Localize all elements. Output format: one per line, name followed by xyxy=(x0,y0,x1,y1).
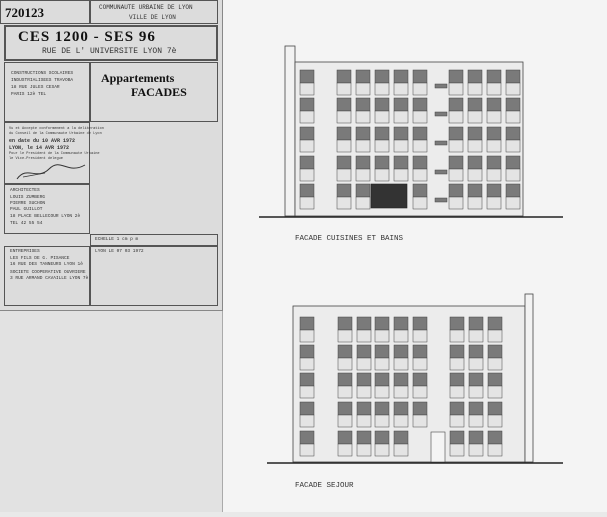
window xyxy=(488,345,502,358)
panel xyxy=(413,111,427,123)
panel xyxy=(375,415,389,427)
panel xyxy=(413,169,427,181)
window xyxy=(357,317,371,330)
window xyxy=(435,84,447,88)
window xyxy=(394,70,408,83)
panel xyxy=(300,197,314,209)
stair-tower xyxy=(525,294,533,462)
window xyxy=(300,127,314,140)
panel xyxy=(357,358,371,370)
window xyxy=(300,70,314,83)
panel xyxy=(487,169,501,181)
panel xyxy=(449,197,463,209)
panel xyxy=(356,83,370,95)
window xyxy=(450,317,464,330)
panel xyxy=(469,330,483,342)
window xyxy=(300,317,314,330)
window xyxy=(357,373,371,386)
panel xyxy=(450,386,464,398)
window xyxy=(394,156,408,169)
architects-heading: ARCHITECTES xyxy=(10,188,40,193)
panel xyxy=(338,358,352,370)
panel xyxy=(300,169,314,181)
window xyxy=(449,184,463,197)
window xyxy=(338,402,352,415)
window xyxy=(413,156,427,169)
panel xyxy=(450,444,464,456)
panel xyxy=(506,169,520,181)
window xyxy=(394,98,408,111)
window xyxy=(469,317,483,330)
approval-date: en date du 10 AVR 1972 xyxy=(9,138,76,144)
panel xyxy=(375,330,389,342)
enterprise-line: LES FILS DE G. PISANCE xyxy=(10,256,70,261)
builder-cell xyxy=(4,62,90,122)
panel xyxy=(488,330,502,342)
window xyxy=(487,98,501,111)
panel xyxy=(449,169,463,181)
panel xyxy=(488,386,502,398)
window xyxy=(300,402,314,415)
panel xyxy=(375,358,389,370)
window xyxy=(450,345,464,358)
window xyxy=(468,70,482,83)
window xyxy=(468,98,482,111)
window xyxy=(357,431,371,444)
entrance-door xyxy=(371,184,407,208)
panel xyxy=(413,358,427,370)
panel xyxy=(394,415,408,427)
window xyxy=(375,317,389,330)
panel xyxy=(338,415,352,427)
panel xyxy=(469,358,483,370)
window xyxy=(394,402,408,415)
panel xyxy=(450,358,464,370)
panel xyxy=(413,83,427,95)
project-cell xyxy=(4,25,218,61)
panel xyxy=(375,83,389,95)
panel xyxy=(356,111,370,123)
elevation-cuisines-bains xyxy=(259,46,563,243)
window xyxy=(506,184,520,197)
panel xyxy=(394,386,408,398)
sheet-title-line2: FACADES xyxy=(131,85,187,99)
panel xyxy=(468,83,482,95)
panel xyxy=(450,330,464,342)
window xyxy=(356,184,370,197)
caption-bottom: FACADE SEJOUR xyxy=(295,482,354,490)
panel xyxy=(337,83,351,95)
panel xyxy=(357,386,371,398)
enterprise-line: SOCIETE COOPERATIVE OUVRIERE xyxy=(10,270,86,275)
drawing-area xyxy=(223,0,607,512)
approval-line: Vu et Accepte conformement a la deliberation xyxy=(9,127,104,131)
panel xyxy=(487,197,501,209)
caption-top: FACADE CUISINES ET BAINS xyxy=(295,235,404,243)
entrance-door xyxy=(431,432,445,462)
panel xyxy=(488,444,502,456)
panel xyxy=(413,140,427,152)
window xyxy=(413,402,427,415)
panel xyxy=(413,330,427,342)
window xyxy=(357,402,371,415)
enterprise-line: 3 RUE ARMAND CAVAILLE LYON 7è xyxy=(10,276,89,281)
window xyxy=(450,373,464,386)
window xyxy=(356,127,370,140)
window xyxy=(375,98,389,111)
window xyxy=(469,345,483,358)
panel xyxy=(300,111,314,123)
panel xyxy=(300,386,314,398)
window xyxy=(469,431,483,444)
approval-cell xyxy=(4,122,104,184)
panel xyxy=(488,415,502,427)
enterprise-line: 16 RUE DES TANNEURS LYON 1è xyxy=(10,262,83,267)
window xyxy=(469,373,483,386)
panel xyxy=(375,169,389,181)
window xyxy=(337,156,351,169)
window xyxy=(449,70,463,83)
window xyxy=(375,156,389,169)
window xyxy=(300,345,314,358)
panel xyxy=(394,83,408,95)
builder-line: 18 RUE JULES CESAR xyxy=(11,85,60,90)
approval-line: le Vice-President delegue xyxy=(9,157,63,161)
window xyxy=(450,402,464,415)
authority-cell xyxy=(90,0,218,24)
project-code: CES 1200 - SES 96 xyxy=(18,29,156,45)
window xyxy=(506,70,520,83)
builder-line: PARIS 12è TEL xyxy=(11,92,47,97)
panel xyxy=(468,140,482,152)
window xyxy=(394,431,408,444)
window xyxy=(413,317,427,330)
panel xyxy=(338,386,352,398)
panel xyxy=(375,386,389,398)
panel xyxy=(394,111,408,123)
panel xyxy=(375,140,389,152)
panel xyxy=(357,330,371,342)
panel xyxy=(394,358,408,370)
authority-line1: COMMUNAUTE URBAINE DE LYON xyxy=(99,4,193,11)
window xyxy=(356,98,370,111)
window xyxy=(413,98,427,111)
window xyxy=(357,345,371,358)
scale-text: ECHELLE 1 cm p m xyxy=(95,237,139,242)
panel xyxy=(487,111,501,123)
architect-name: LOUIS ZUMBERG xyxy=(10,195,46,200)
panel xyxy=(413,197,427,209)
number-cell xyxy=(0,0,90,24)
window xyxy=(338,431,352,444)
panel xyxy=(337,197,351,209)
window xyxy=(375,127,389,140)
signature-mark xyxy=(15,161,87,183)
window xyxy=(413,70,427,83)
window xyxy=(435,112,447,116)
window xyxy=(394,373,408,386)
panel xyxy=(338,444,352,456)
window xyxy=(449,156,463,169)
window xyxy=(488,373,502,386)
window xyxy=(468,184,482,197)
panel xyxy=(469,415,483,427)
panel xyxy=(469,444,483,456)
window xyxy=(435,198,447,202)
panel xyxy=(375,444,389,456)
window xyxy=(300,156,314,169)
window xyxy=(356,156,370,169)
panel xyxy=(356,169,370,181)
architect-name: PAUL GUILLOT xyxy=(10,207,43,212)
panel xyxy=(300,83,314,95)
panel xyxy=(487,140,501,152)
builder-line: CONSTRUCTIONS SCOLAIRES xyxy=(11,71,74,76)
panel xyxy=(487,83,501,95)
window xyxy=(469,402,483,415)
date-cell xyxy=(90,246,218,306)
panel xyxy=(394,140,408,152)
panel xyxy=(356,140,370,152)
panel xyxy=(506,140,520,152)
window xyxy=(468,127,482,140)
place-date: LYON LE 07 03 1972 xyxy=(95,249,144,254)
panel xyxy=(337,169,351,181)
window xyxy=(337,184,351,197)
window xyxy=(394,345,408,358)
authority-line2: VILLE DE LYON xyxy=(129,14,176,21)
window xyxy=(488,317,502,330)
elevation-sejour xyxy=(267,294,563,490)
architect-name: PIERRE SUCHON xyxy=(10,201,46,206)
window xyxy=(413,373,427,386)
panel xyxy=(449,83,463,95)
window xyxy=(375,431,389,444)
window xyxy=(449,98,463,111)
elevations-svg xyxy=(223,0,607,512)
sheet-title-cell xyxy=(90,62,218,122)
enterprises-cell xyxy=(4,246,90,306)
window xyxy=(338,373,352,386)
panel xyxy=(357,444,371,456)
panel xyxy=(468,197,482,209)
stair-tower xyxy=(285,46,295,216)
builder-line: INDUSTRIALISEES TRAVOBA xyxy=(11,78,74,83)
approval-date-lyon: LYON, le 14 AVR 1972 xyxy=(9,145,70,151)
panel xyxy=(337,140,351,152)
window xyxy=(413,184,427,197)
window xyxy=(375,345,389,358)
panel xyxy=(506,111,520,123)
enterprises-heading: ENTREPRISES xyxy=(10,249,40,254)
panel xyxy=(469,386,483,398)
window xyxy=(338,345,352,358)
architect-phone: TEL 42 55 54 xyxy=(10,221,43,226)
panel xyxy=(300,444,314,456)
window xyxy=(449,127,463,140)
window xyxy=(300,431,314,444)
panel xyxy=(375,111,389,123)
panel xyxy=(300,358,314,370)
window xyxy=(394,127,408,140)
panel xyxy=(357,415,371,427)
scale-cell xyxy=(90,234,218,246)
panel xyxy=(338,330,352,342)
architects-cell xyxy=(4,184,90,234)
architect-address: 18 PLACE BELLECOUR LYON 2è xyxy=(10,214,81,219)
window xyxy=(394,317,408,330)
window xyxy=(375,70,389,83)
window xyxy=(468,156,482,169)
window xyxy=(487,127,501,140)
window xyxy=(487,156,501,169)
window xyxy=(506,98,520,111)
window xyxy=(375,402,389,415)
panel xyxy=(468,111,482,123)
panel xyxy=(506,197,520,209)
window xyxy=(506,127,520,140)
panel xyxy=(394,444,408,456)
panel xyxy=(337,111,351,123)
window xyxy=(450,431,464,444)
panel xyxy=(300,140,314,152)
panel xyxy=(488,358,502,370)
panel xyxy=(506,83,520,95)
window xyxy=(488,402,502,415)
panel xyxy=(356,197,370,209)
approval-line: du Conseil de la Communaute Urbaine de Lyon xyxy=(9,132,102,136)
window xyxy=(300,373,314,386)
window xyxy=(300,98,314,111)
approval-line: Pour le President de la Communaute Urbaine xyxy=(9,152,100,156)
window xyxy=(338,317,352,330)
panel xyxy=(300,330,314,342)
window xyxy=(413,345,427,358)
window xyxy=(337,127,351,140)
window xyxy=(337,70,351,83)
window xyxy=(413,127,427,140)
window xyxy=(435,170,447,174)
panel xyxy=(449,140,463,152)
window xyxy=(375,373,389,386)
window xyxy=(435,141,447,145)
window xyxy=(506,156,520,169)
drawing-number: 720123 xyxy=(5,5,44,20)
panel xyxy=(449,111,463,123)
title-block xyxy=(0,0,223,311)
window xyxy=(487,184,501,197)
window xyxy=(488,431,502,444)
panel xyxy=(413,415,427,427)
window xyxy=(300,184,314,197)
window xyxy=(487,70,501,83)
window xyxy=(337,98,351,111)
panel xyxy=(468,169,482,181)
panel xyxy=(300,415,314,427)
panel xyxy=(413,386,427,398)
blank-margin xyxy=(0,311,223,512)
panel xyxy=(394,169,408,181)
sheet-title-line1: Appartements xyxy=(101,71,175,85)
panel xyxy=(450,415,464,427)
window xyxy=(356,70,370,83)
project-address: RUE DE L' UNIVERSITE LYON 7è xyxy=(42,47,177,56)
panel xyxy=(394,330,408,342)
